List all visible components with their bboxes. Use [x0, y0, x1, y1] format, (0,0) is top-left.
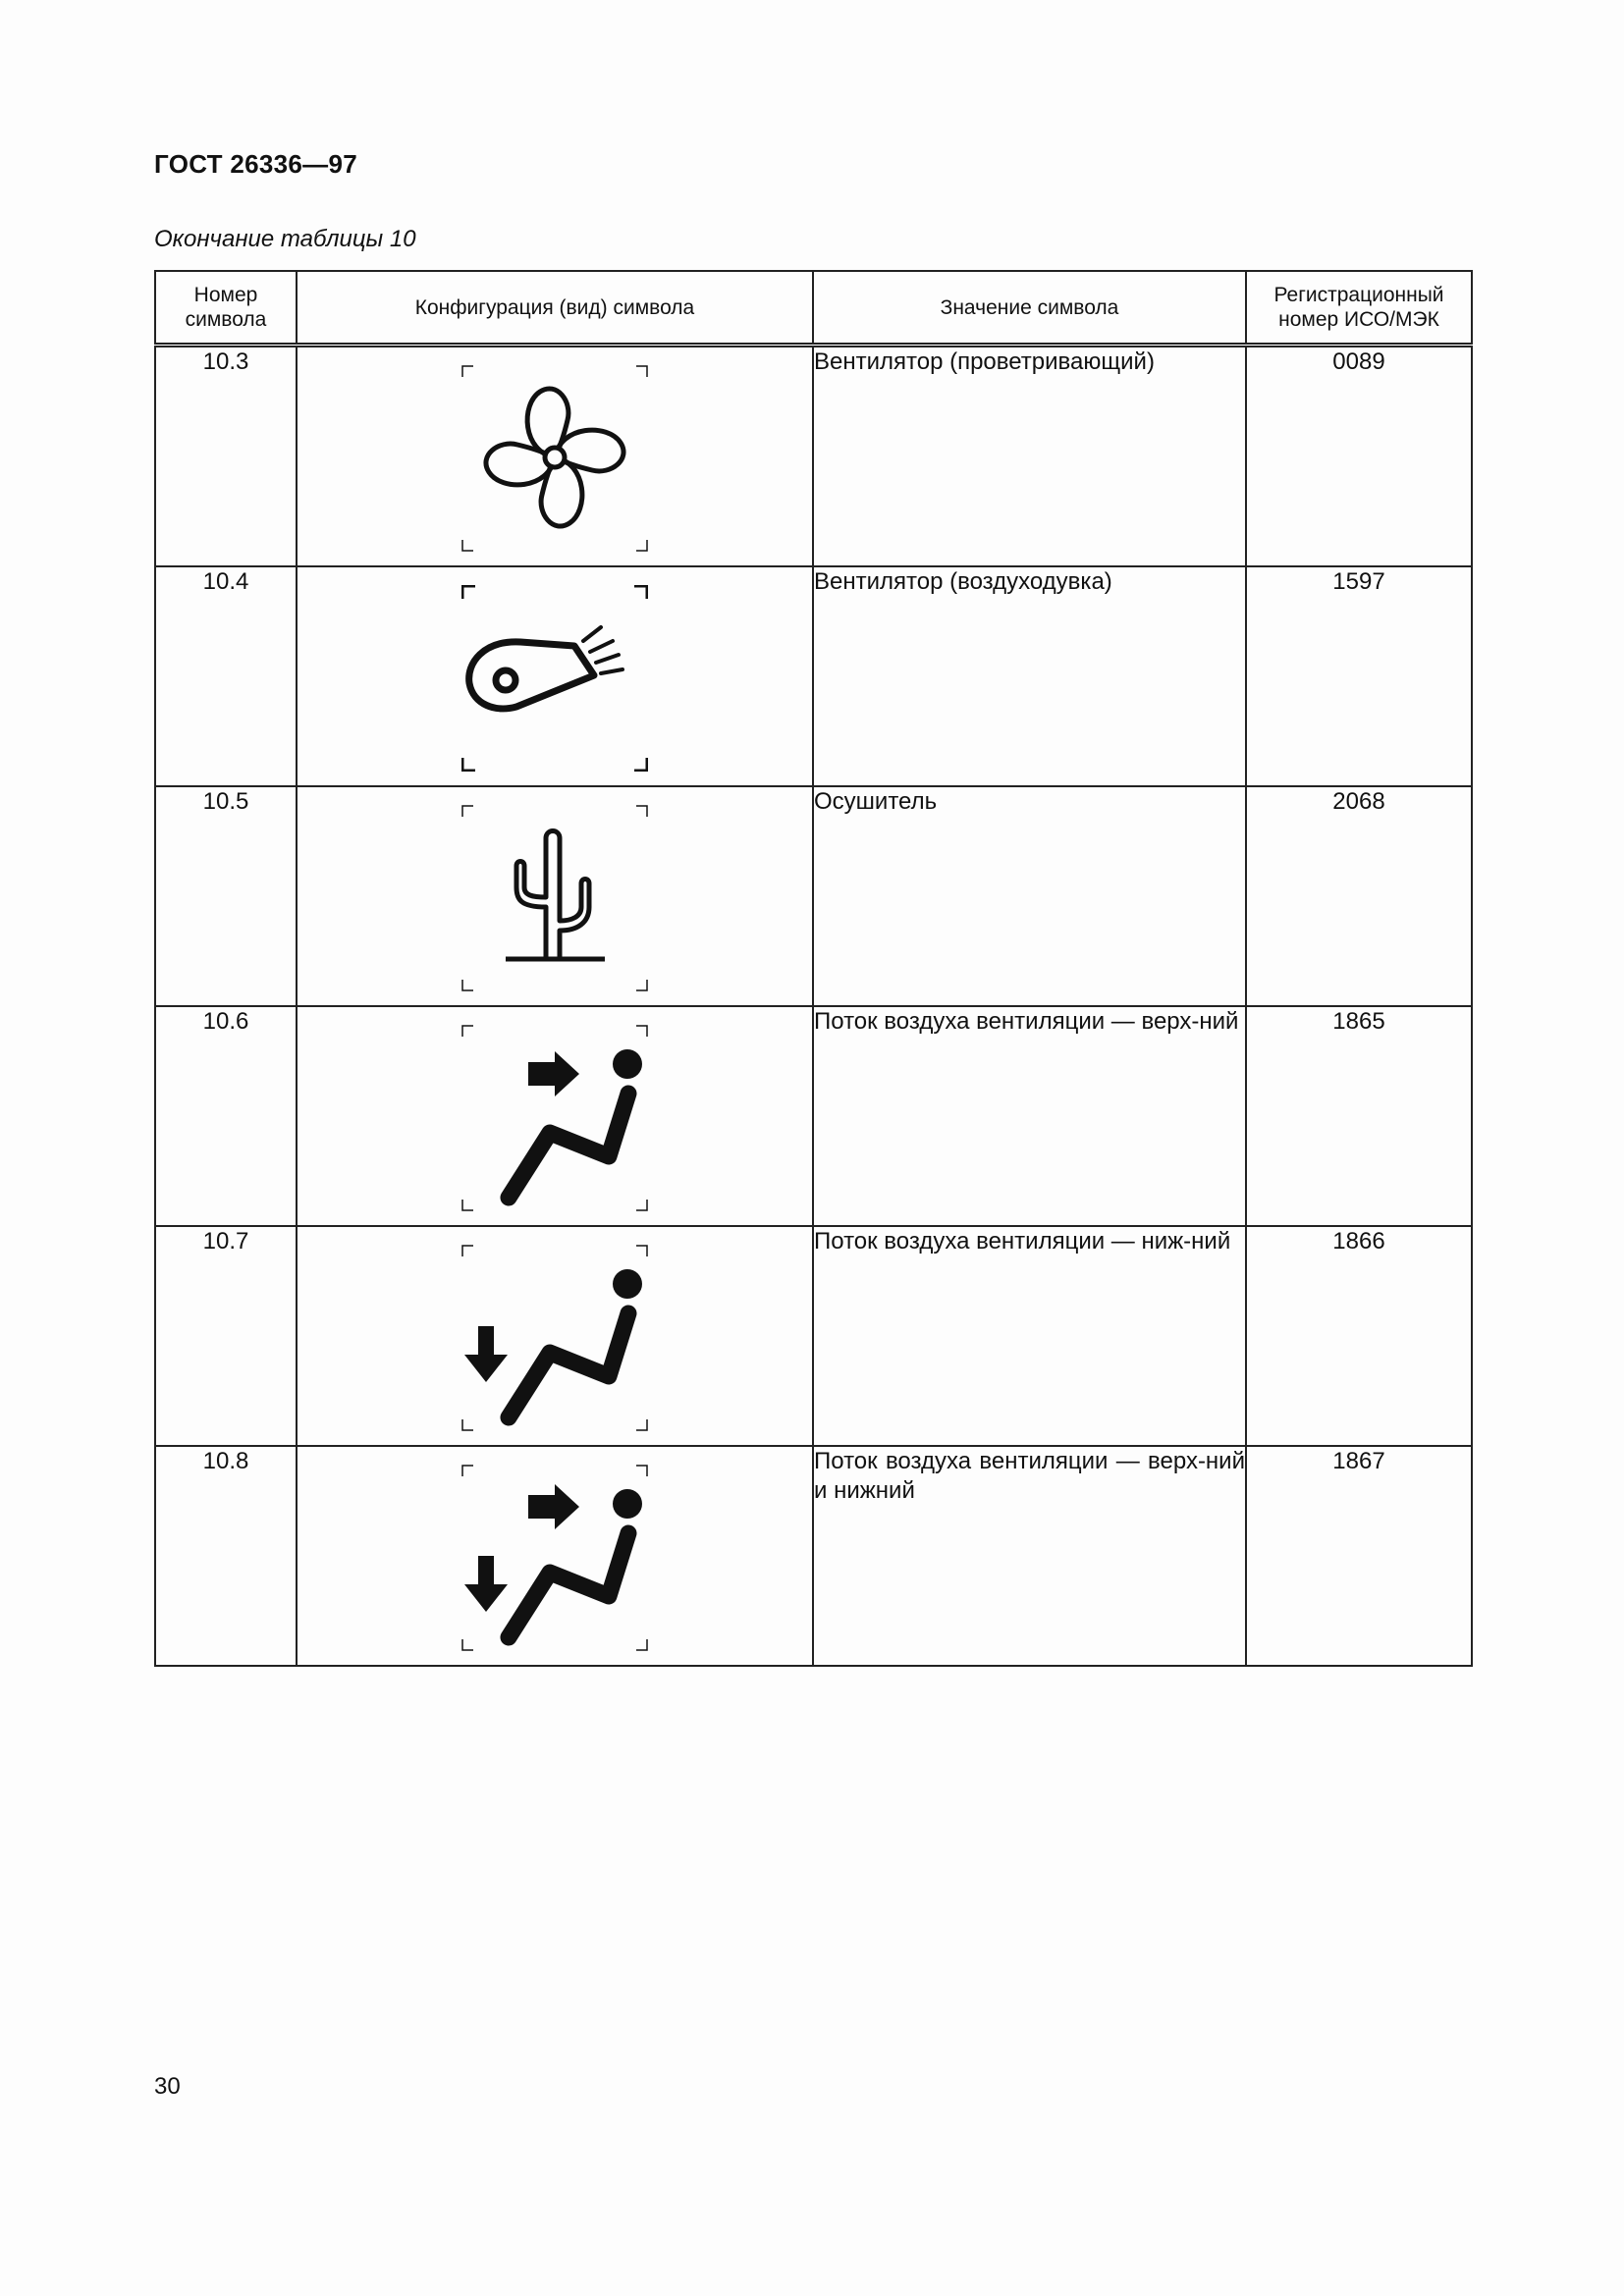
registration-number: 1866: [1246, 1226, 1472, 1446]
symbol-number: 10.4: [155, 566, 297, 786]
symbol-number: 10.3: [155, 346, 297, 567]
table-row: [155, 786, 1472, 1006]
registration-number: 1867: [1246, 1446, 1472, 1666]
symbol-meaning: Поток воздуха вентиляции — ниж-ний: [813, 1226, 1246, 1446]
table-caption: Окончание таблицы 10: [154, 226, 416, 252]
airflow-upper-lower-icon: [461, 1465, 648, 1651]
symbol-configuration: [297, 1226, 813, 1446]
airflow-upper-icon: [461, 1025, 648, 1211]
page-number: 30: [154, 2073, 181, 2100]
registration-number: 1865: [1246, 1006, 1472, 1226]
header-symbol-configuration: Конфигурация (вид) символа: [297, 271, 813, 346]
fan-ventilating-icon: [461, 365, 648, 552]
header-symbol-meaning: Значение символа: [813, 271, 1246, 346]
table-row: [155, 1446, 1472, 1666]
symbol-configuration: [297, 1446, 813, 1666]
registration-number: 2068: [1246, 786, 1472, 1006]
header-registration-number: Регистрационный номер ИСО/МЭК: [1246, 271, 1472, 346]
symbol-meaning: Вентилятор (воздуходувка): [813, 566, 1246, 786]
header-symbol-number: Номер символа: [155, 271, 297, 346]
symbol-configuration: [297, 786, 813, 1006]
registration-number: 1597: [1246, 566, 1472, 786]
symbol-configuration: [297, 566, 813, 786]
registration-number: 0089: [1246, 346, 1472, 567]
symbol-meaning: Поток воздуха вентиляции — верх-ний и нижний: [813, 1446, 1246, 1666]
airflow-lower-icon: [461, 1245, 648, 1431]
table-row: [155, 566, 1472, 786]
dehumidifier-cactus-icon: [461, 805, 648, 991]
table-header-row: [155, 271, 1472, 346]
symbol-configuration: [297, 1006, 813, 1226]
blower-fan-icon: [461, 585, 648, 772]
table-row: [155, 346, 1472, 567]
table-row: [155, 1006, 1472, 1226]
symbol-number: 10.8: [155, 1446, 297, 1666]
symbol-number: 10.6: [155, 1006, 297, 1226]
symbol-configuration: [297, 346, 813, 567]
symbol-number: 10.7: [155, 1226, 297, 1446]
symbol-number: 10.5: [155, 786, 297, 1006]
symbol-meaning: Осушитель: [813, 786, 1246, 1006]
symbol-meaning: Вентилятор (проветривающий): [813, 346, 1246, 567]
symbol-meaning: Поток воздуха вентиляции — верх-ний: [813, 1006, 1246, 1226]
table-row: [155, 1226, 1472, 1446]
symbols-table: [154, 270, 1473, 1667]
document-title: ГОСТ 26336—97: [154, 149, 357, 179]
